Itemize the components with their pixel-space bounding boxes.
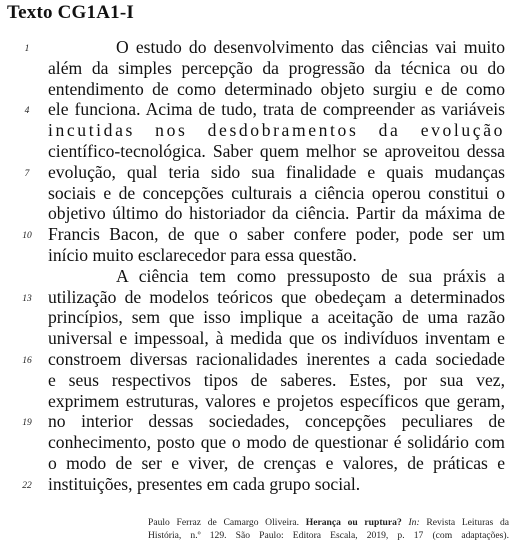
line-number: 10 [22,231,32,242]
line-number: 22 [22,480,32,491]
citation-line-2: História, n.º 129. São Paulo: Editora Escala, 2019, p. 17 (com adaptações). [148,530,509,541]
line-text: universal e impessoal, à medida que os indivíduos inventam e [48,328,505,349]
line-number: 16 [22,355,32,366]
passage-line [0,370,517,391]
citation-work-title: Herança ou ruptura? [305,517,402,528]
citation-publication: Revista Leituras da [426,517,510,528]
text-title: Texto CG1A1-I [7,2,134,23]
citation-author: Paulo Ferraz de Camargo Oliveira. [148,517,300,528]
line-text: além da simples percepção da progressão da técnica ou do [48,57,505,78]
passage-line [0,183,517,204]
passage-line [0,79,517,100]
line-text: no interior dessas sociedades, concepções peculiares de [48,411,505,432]
line-text: princípios, sem que isso implique a aceitação de uma razão [48,307,505,328]
line-text: utilização de modelos teóricos que obedeçam a determinados [48,286,505,307]
passage-line [0,453,517,474]
passage-line [0,266,517,287]
passage-line [0,287,517,308]
line-text: entendimento de como determinado objeto surgiu e de como [48,78,505,99]
line-number: 7 [24,168,30,179]
passage-line [0,328,517,349]
line-text: sociais e de concepções culturais a ciência operou constitui o [48,182,505,203]
passage-line [0,349,517,370]
line-text: o modo de ser e viver, de crenças e valores, de práticas e [48,452,505,473]
citation-in-label: In: [408,517,420,528]
line-text: científico-tecnológica. Saber quem melhor se aproveitou dessa [48,140,505,161]
line-text: constroem diversas racionalidades inerentes a cada sociedade [48,348,505,369]
passage-line [0,391,517,412]
passage-line [0,432,517,453]
passage-line [0,162,517,183]
passage-line [0,120,517,141]
line-text: A ciência tem como pressuposto de sua práxis a [116,265,505,286]
passage [0,37,517,495]
line-text: incutidas nos desdobramentos da evolução [48,120,505,141]
line-text: evolução, qual teria sido sua finalidade e quais mudanças [48,161,505,182]
line-text: conhecimento, posto que o modo de questionar é solidário com [48,432,505,453]
passage-line [0,245,517,266]
passage-line [0,203,517,224]
line-text: exprimem estruturas, valores e projetos específicos que geram, [48,390,505,411]
line-text: início muito esclarecedor para essa questão. [48,244,357,265]
source-citation [148,516,509,542]
passage-line [0,411,517,432]
line-number: 13 [22,293,32,304]
line-text: O estudo do desenvolvimento das ciências vai muito [116,37,505,57]
passage-line [0,37,517,58]
citation-line-1 [148,516,509,529]
line-number: 4 [24,106,30,117]
passage-line [0,99,517,120]
passage-line [0,141,517,162]
line-text: instituições, presentes em cada grupo social. [48,473,361,494]
line-text: ele funciona. Acima de tudo, trata de compreender as variáveis [48,99,505,120]
passage-line [0,307,517,328]
line-text: objetivo último do historiador da ciência. Partir da máxima de [48,203,505,224]
passage-line [0,474,517,495]
line-number: 1 [24,44,30,54]
line-text: Francis Bacon, de que o saber confere poder, pode ser um [48,224,505,245]
line-number: 19 [22,418,32,429]
passage-line [0,58,517,79]
line-text: e seus respectivos tipos de saberes. Estes, por sua vez, [48,369,505,390]
passage-line [0,224,517,245]
